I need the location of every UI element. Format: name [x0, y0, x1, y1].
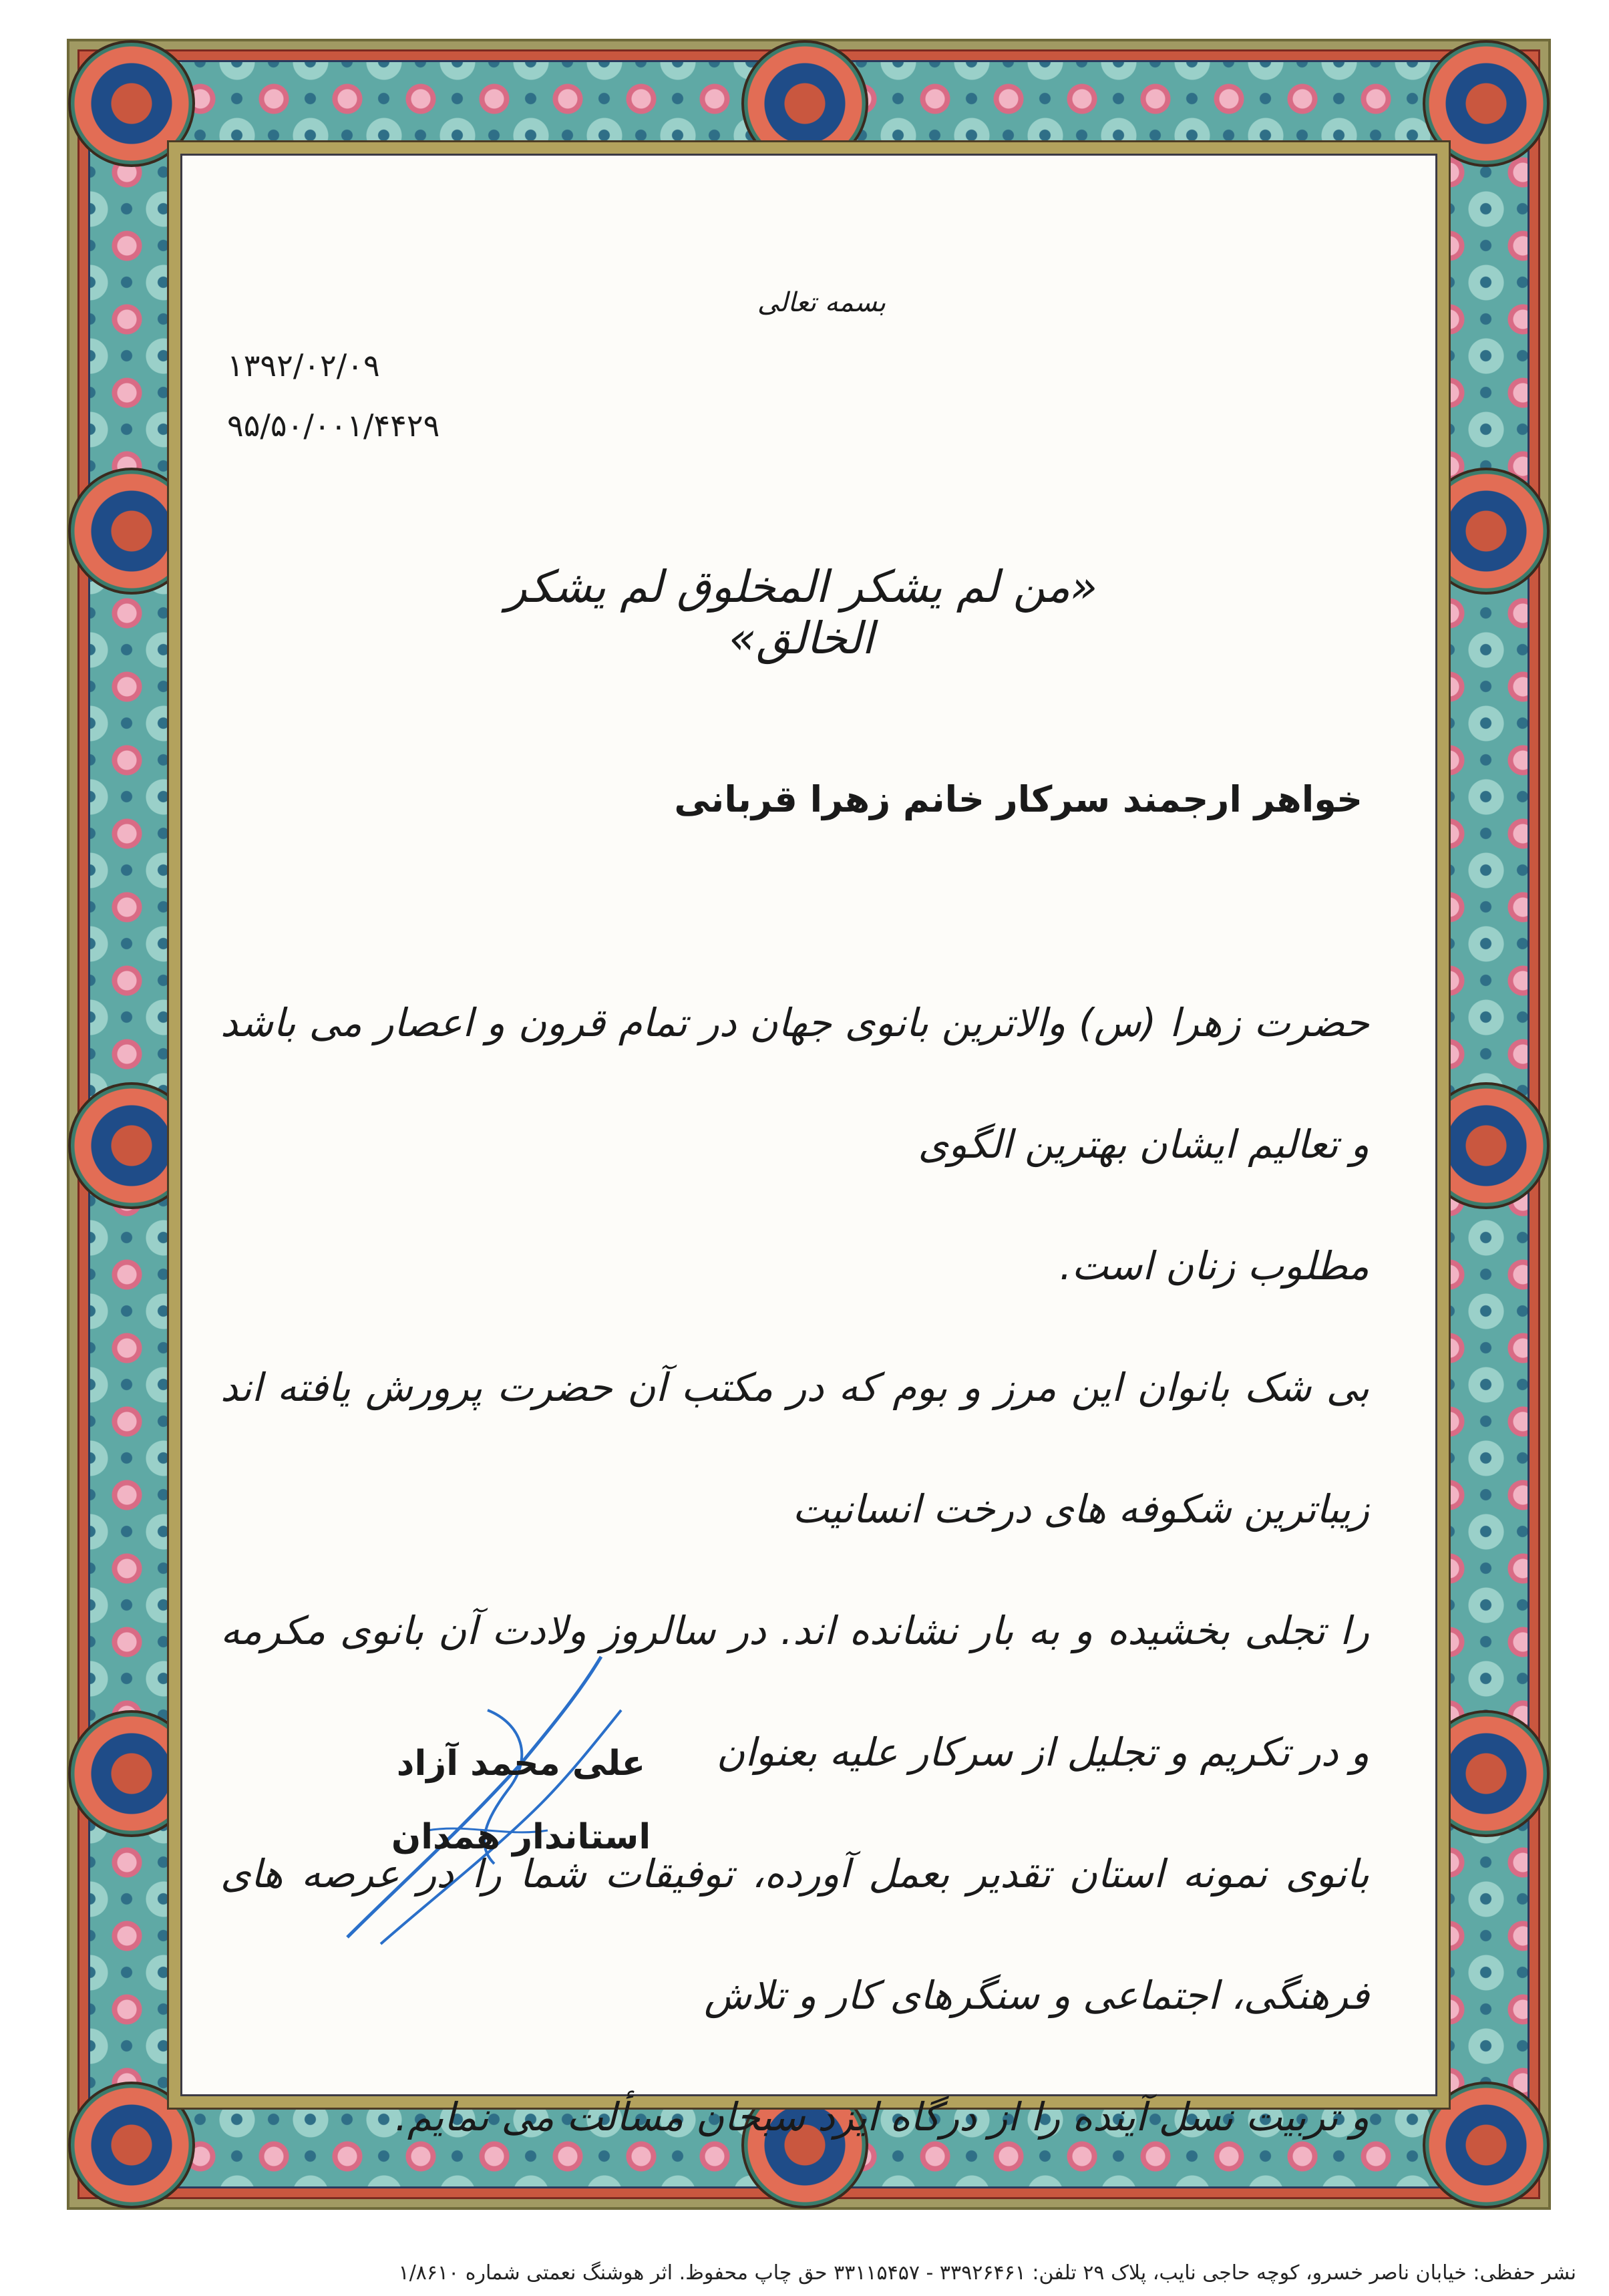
- body-line: و تربیت نسل آینده را از درگاه ایزد سبحان مسألت می نمایم.: [395, 2094, 1369, 2140]
- letter-body: [220, 962, 1369, 2178]
- signer-name: علی محمد آزاد: [396, 1744, 646, 1784]
- quote-heading: «من لم یشکر المخلوق لم یشکر الخالق»: [506, 561, 1097, 664]
- publisher-footer: نشر حفظی: خیابان ناصر خسرو، کوچه حاجی نایب، پلاک ۲۹ تلفن: ۳۳۹۲۶۴۶۱ - ۳۳۱۱۵۴۵۷ حق چاپ محفوظ. اثر هوشنگ نعمتی شماره ۱/۸۶۱۰: [398, 2261, 1576, 2285]
- invocation-text: بسمه تعالی: [757, 287, 886, 318]
- body-line: را تجلی بخشیده و به بار نشانده اند. در سالروز ولادت آن بانوی مکرمه و در تکریم و تجلیل از سرکار علیه بعنوان: [220, 1608, 1369, 1775]
- body-line: بی شک بانوان این مرز و بوم که در مکتب آن حضرت پرورش یافته اند زیباترین شکوفه های درخت انسانیت: [220, 1365, 1369, 1532]
- signer-title: استاندار همدان: [391, 1817, 651, 1857]
- addressee-line: خواهر ارجمند سرکار خانم زهرا قربانی: [674, 778, 1363, 820]
- body-line: حضرت زهرا (س) والاترین بانوی جهان در تمام قرون و اعصار می باشد و تعالیم ایشان بهترین الگوی: [220, 1000, 1369, 1167]
- body-line: بانوی نمونه استان تقدیر بعمل آورده، توفیقات شما را در عرصه های فرهنگی، اجتماعی و سنگرهای کار و تلاش: [220, 1851, 1369, 2018]
- reference-number: ۹۵/۵۰/۰۰۱/۴۴۲۹: [227, 407, 440, 444]
- handwritten-signature-icon: [321, 1630, 655, 1964]
- letter-date: ۱۳۹۲/۰۲/۰۹: [227, 347, 380, 383]
- body-line: مطلوب زنان است.: [1059, 1243, 1369, 1289]
